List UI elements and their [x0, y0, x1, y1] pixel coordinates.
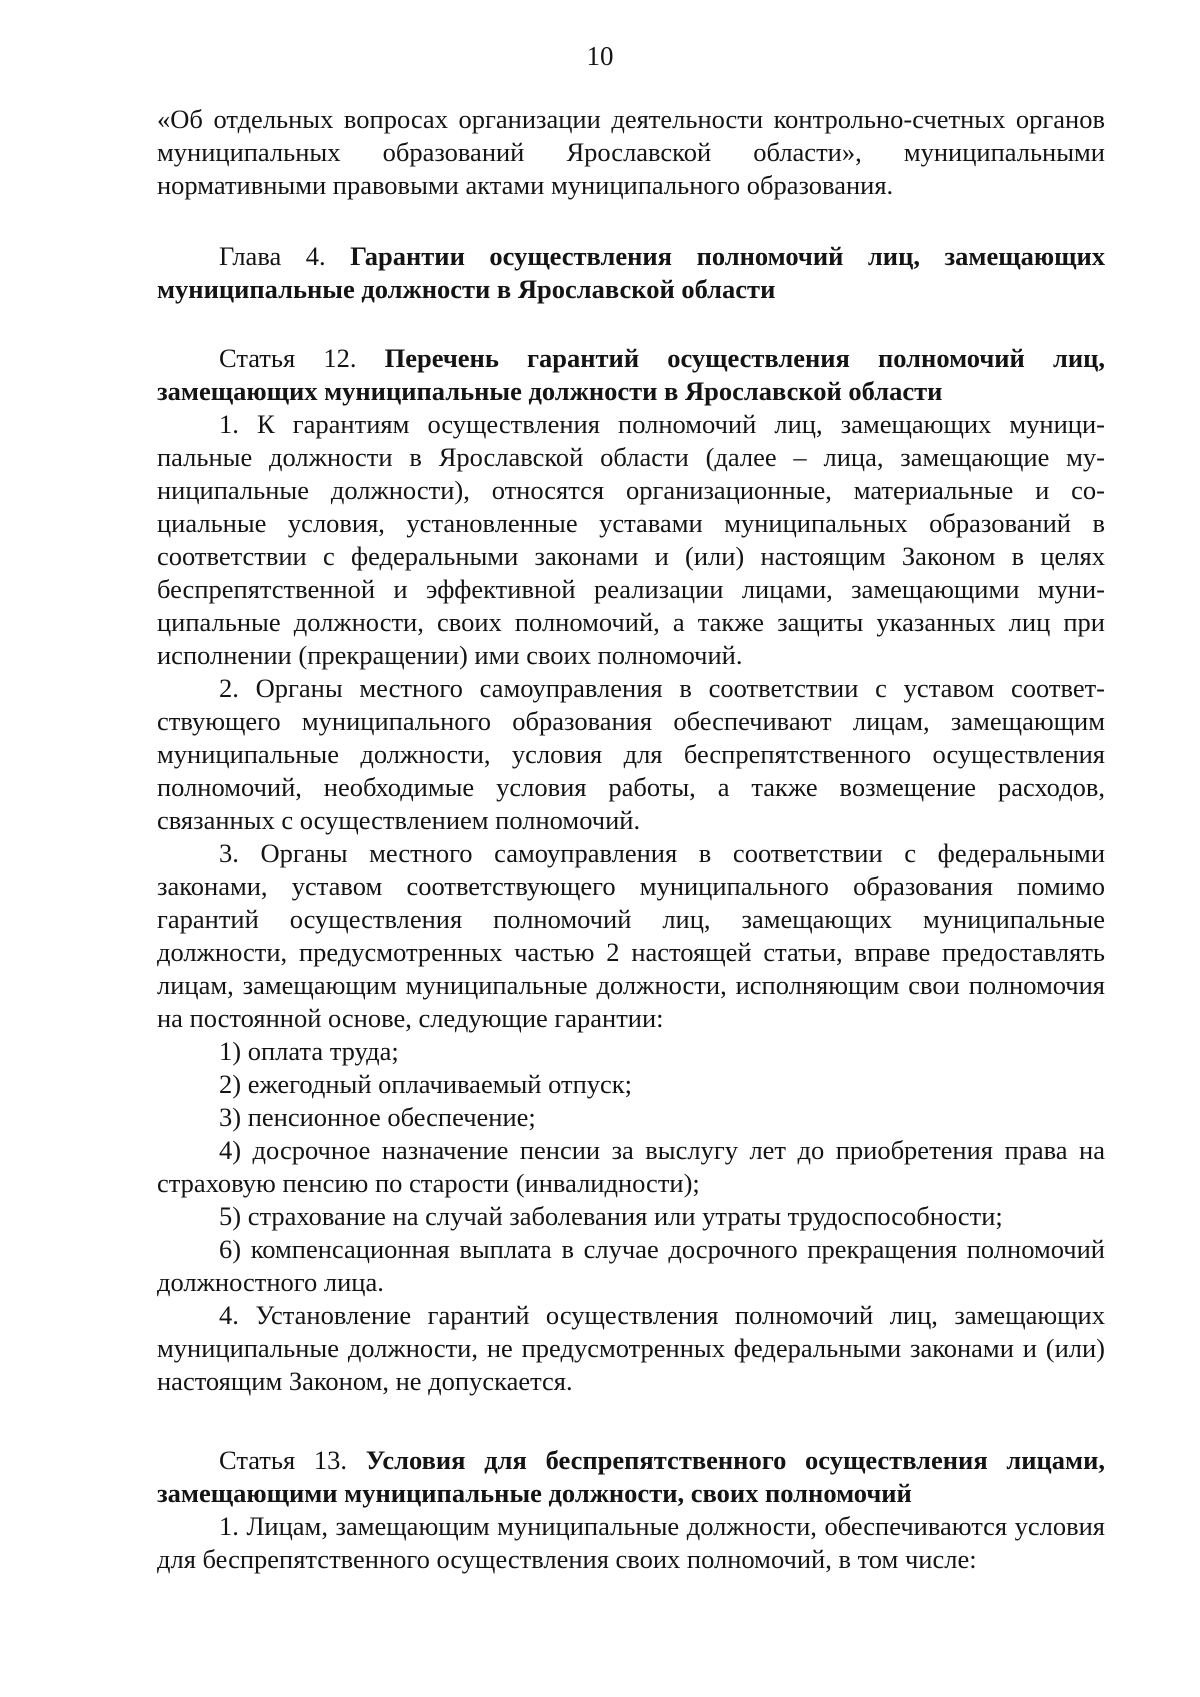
document-body [157, 103, 1105, 1576]
article-13-label: Статья 13. [219, 1445, 348, 1475]
guarantee-list-item: 5) страхование на случай заболевания или утраты трудоспособности; [219, 1201, 1003, 1231]
guarantee-list-item: 6) компенсационная выплата в случае досрочного прекращения полномочий должностного лица. [157, 1234, 1105, 1297]
chapter-label: Глава 4. [219, 241, 326, 271]
intro-paragraph: «Об отдельных вопросах организации деятельности контрольно-счетных органов муниципальных образований Ярославской области», муниципальными нормативными правовыми актами муниципального образования. [157, 104, 1105, 200]
guarantee-list-item: 3) пенсионное обеспечение; [219, 1102, 536, 1132]
article-12-part-2: 2. Органы местного самоуправления в соответствии с уставом соответствующего муниципального образования обеспечивают лицам, замещающим муниципальные должности, условия для беспрепятственного осуществления полномочий, необходимые условия работы, а также возмещение расходов, связанных с осуществлением полномочий. [157, 673, 1105, 835]
article-13-part-1: 1. Лицам, замещающим муниципальные должности, обеспечиваются условия для беспрепятственного осуществления своих полномочий, в том числе: [157, 1511, 1105, 1574]
article-12-heading [157, 342, 1105, 408]
spacer [157, 1398, 1105, 1444]
article-12-title: Перечень гарантий осуществления полномочий лиц, замещающих муниципальные должности в Ярославской области [157, 343, 1106, 406]
article-13-title: Условия для беспрепятственного осуществления лицами, замещающими муниципальные должности, своих полномочий [157, 1445, 1106, 1508]
spacer [157, 202, 1105, 240]
article-12-part-4: 4. Установление гарантий осуществления полномочий лиц, замещающих муниципальные должности, не предусмотренных федеральными законами и (или) настоящим Законом, не допускается. [157, 1300, 1105, 1396]
chapter-heading [157, 240, 1105, 306]
article-13-heading [157, 1444, 1105, 1510]
chapter-title: Гарантии осуществления полномочий лиц, замещающих муниципальные должности в Ярославской области [157, 241, 1105, 304]
guarantee-list-item: 1) оплата труда; [219, 1036, 399, 1066]
article-12-label: Статья 12. [219, 343, 357, 373]
guarantee-list-item: 2) ежегодный оплачиваемый отпуск; [219, 1069, 633, 1099]
article-12-part-3: 3. Органы местного самоуправления в соответствии с федеральными законами, уставом соответствующего муниципального образования помимо гарантий осуществления полномочий лиц, замещающих муниципальные должности, предусмотренных частью 2 настоящей статьи, вправе предоставлять лицам, замещающим муниципальные должности, исполняющим свои полномочия на постоянной основе, следующие гарантии: [157, 838, 1105, 1033]
page-number: 10 [586, 41, 614, 71]
spacer [157, 306, 1105, 342]
guarantee-list-item: 4) досрочное назначение пенсии за выслугу лет до приобретения права на страховую пенсию по старости (инвалидности); [157, 1135, 1105, 1198]
article-12-part-1: 1. К гарантиям осуществления полномочий лиц, замещающих муниципальные должности в Ярославской области (далее – лица, замещающие муниципальные должности), относятся организационные, материальные и социальные условия, установленные уставами муниципальных образований в соответствии с федеральными законами и (или) настоящим Законом в целях беспрепятственной и эффективной реализации лицами, замещающими муниципальные должности, своих полномочий, а также защиты указанных лиц при исполнении (прекращении) ими своих полномочий. [157, 409, 1105, 670]
